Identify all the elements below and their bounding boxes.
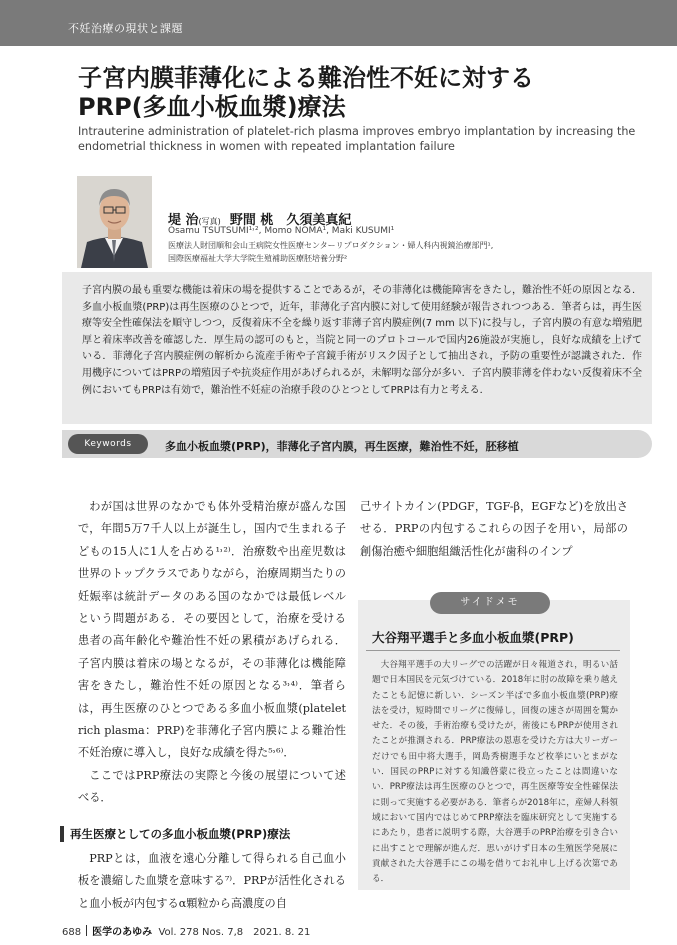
abstract-text: 子宮内膜の最も重要な機能は着床の場を提供することであるが，その菲薄化は機能障害をきたし，難治性不妊の原因となる．多血小板血漿(PRP)は再生医療のひとつで，近年，菲薄化子宮内膜に対して使用経験が報告されつつある．筆者らは，再生医療等安全性確保法を順守しつつ，反復着床不全を繰り返す菲薄子宮内膜症例(7 mm 以下)に投与し，子宮内膜の有意な増殖肥厚と着床率改善を確認した．厚生局の認可のもと，当院と同一のプロトコールで国内26施設が実施し，良好な成績を上げている．菲薄化子宮内膜症例の解析から流産手術や子宮鏡手術がリスク因子として抽出され，予防の重要性が認識された．作用機序についてはPRPの増殖因子や抗炎症作用があげられるが，未解明な部分が多い．子宮内膜菲薄を伴わない反復着床不全例においてもPRPは有効で，難治性不妊症の治療手段のひとつとしてPRPは有力と考える． (82, 285, 642, 396)
section-marker (60, 826, 64, 842)
side-memo-label: サイドメモ (430, 592, 550, 614)
photo-note: (写真) (198, 217, 221, 226)
side-memo-divider (366, 650, 620, 651)
article-title-line2: PRP(多血小板血漿)療法 (78, 93, 346, 121)
side-memo-paragraph: 大谷翔平選手の大リーグでの活躍が日々報道され，明るい話題で日本国民を元気づけている．2018年に肘の故障を乗り越えたことも記憶に新しい．シーズン半ばで多血小板血漿(PRP)療法を受け，短時間でリーグに復帰し，回復の速さが周囲を驚かせた．その後，手術治療も受けたが，術後にもPRPが使用されたことが推測される．PRP療法の恩恵を受けた方は大リーガーだけでも田中将大選手，岡島秀樹選手など枚挙にいとまがない．国民のPRPに対する知識啓蒙に役立ったことは間違いない．PRP療法は再生医療のひとつで，再生医療等安全性確保法に則って実施する必要がある．筆者らが2018年に，産婦人科領域において国内ではじめてPRP療法を臨床研究として実施するにあたり，患者に説明する際，大谷選手のPRP治療を引き合いに出すことで理解が進んだ．思いがけず日本の生殖医学発展に貢献された大谷選手にこの場を借りてお礼申し上げる次第である． (372, 660, 618, 885)
page-number: 688 (62, 927, 82, 938)
body-paragraph-2: ここではPRP療法の実際と今後の展望について述べる． (78, 768, 346, 805)
side-memo-title: 大谷翔平選手と多血小板血漿(PRP) (372, 630, 574, 645)
section-title: 再生医療としての多血小板血漿(PRP)療法 (70, 827, 291, 841)
body-right-paragraph: 己サイトカイン(PDGF，TGF-β，EGFなど)を放出させる．PRPの内包するこれらの因子を用い，局部の創傷治癒や細胞組織活性化が歯科のインプ (360, 500, 628, 558)
body-left-column (78, 496, 346, 810)
section1-paragraph: PRPとは，血液を遠心分離して得られる自己血小板を濃縮した血漿を意味する⁷⁾．PRPが活性化されると血小板が内包するα顆粒から高濃度の自 (78, 852, 346, 910)
section-label: 不妊治療の現状と課題 (68, 22, 183, 35)
author-photo (77, 176, 152, 268)
article-title-line1: 子宮内膜菲薄化による難治性不妊に対する (78, 64, 534, 92)
authors-rest: 野間 桃 久須美真紀 (229, 213, 352, 228)
body-paragraph-1: わが国は世界のなかでも体外受精治療が盛んな国で，年間5万7千人以上が誕生し，国内で生まれる子どもの15人に1人を占める¹˒²⁾．治療数や出産児数は世界のトップクラスでありながら，治療周期当たりの妊娠率は統計データのある国のなかでは最低レベルという問題がある．その要因として，治療を受ける患者の高年齢化や難治性不妊の累積があげられる．子宮内膜は着床の場となるが，その菲薄化は機能障害をきたし，難治性不妊の原因となる³˒⁴⁾．筆者らは，再生医療のひとつである多血小板血漿(platelet rich plasma：PRP)を菲薄化子宮内膜による難治性不妊治療に導入し，良好な成績を得た⁵˒⁶⁾． (78, 500, 346, 760)
affiliation-1: 医療法人財団順和会山王病院女性医療センターリプロダクション・婦人科内視鏡治療部門¹, (168, 241, 494, 250)
affiliation-2: 国際医療福祉大学大学院生殖補助医療胚培養分野² (168, 254, 348, 263)
journal-name: 医学のあゆみ (92, 927, 153, 938)
page-footer (62, 923, 310, 938)
keywords-tag: Keywords (68, 434, 148, 454)
author-first: 堤 治 (168, 213, 199, 228)
english-title: Intrauterine administration of platelet-rich plasma improves embryo implantation by increasing the endometrial thickness in women with repeated implantation failure (78, 125, 636, 153)
volume-info: Vol. 278 Nos. 7,8 2021. 8. 21 (158, 927, 311, 938)
side-memo-text (372, 658, 618, 887)
body-right-column (360, 496, 628, 563)
keywords-text: 多血小板血漿(PRP)，菲薄化子宮内膜，再生医療，難治性不妊，胚移植 (165, 440, 519, 453)
authors-english: Osamu TSUTSUMI¹˒², Momo NOMA¹, Maki KUSUMI¹ (168, 226, 395, 236)
section1-body (78, 848, 346, 915)
